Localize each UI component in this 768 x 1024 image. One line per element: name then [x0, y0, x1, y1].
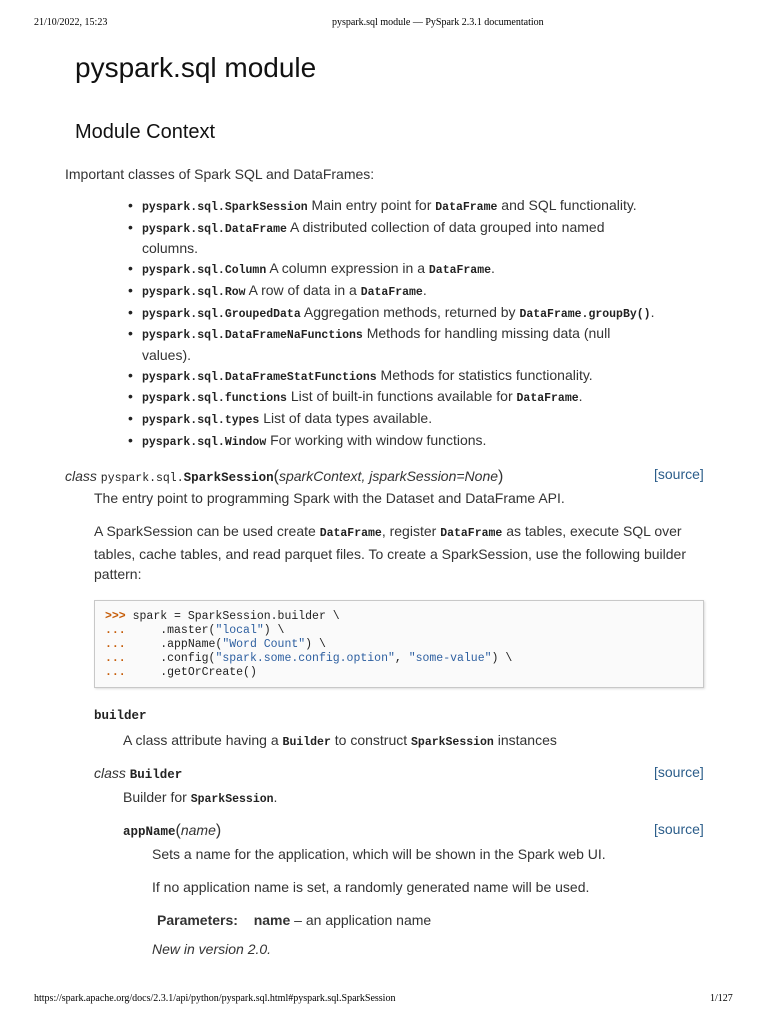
param-desc: – an application name — [290, 912, 432, 928]
class-desc: A distributed collection of data grouped into named columns. — [142, 218, 605, 257]
class-desc: Aggregation methods, returned by — [300, 303, 520, 320]
appname-parameters — [157, 910, 431, 930]
appname-signature: appName(name) — [123, 822, 222, 839]
builder-source-link[interactable]: [source] — [654, 764, 704, 780]
class-desc: Methods for statistics functionality. — [376, 366, 593, 383]
class-name-link[interactable]: pyspark.sql.SparkSession — [142, 201, 308, 214]
print-doc-title: pyspark.sql module — PySpark 2.3.1 documentation — [332, 17, 544, 28]
class-list-item — [142, 431, 662, 453]
class-desc: Main entry point for — [307, 197, 436, 213]
class-desc-code: DataFrame — [428, 264, 492, 278]
page-title: pyspark.sql module — [75, 52, 317, 83]
class-desc: For working with window functions. — [266, 431, 487, 448]
class-desc-code: DataFrame — [516, 392, 579, 406]
appname-params: name — [180, 822, 216, 838]
class-desc-code: DataFrame — [360, 285, 423, 299]
sparksession-desc-2: A SparkSession can be used create DataFrame, register DataFrame as tables, execute SQL over tables, cache tables, and read parquet files. To create a SparkSession, use the following builder pattern: — [94, 523, 686, 582]
parameters-label: Parameters: — [157, 912, 238, 928]
code-example: >>> spark = SparkSession.builder \ ... .master("local") \ ... .appName("Word Count") \ ... .config("spark.some.config.option", "some-value") \ ... .getOrCreate() — [94, 600, 704, 688]
sparksession-signature — [65, 466, 503, 489]
appname-desc: Sets a name for the application, which will be shown in the Spark web UI. — [152, 846, 606, 862]
appname-name: appName — [123, 825, 176, 839]
close-paren: ) — [498, 468, 504, 485]
class-desc-code: DataFrame.groupBy() — [519, 307, 651, 321]
class-desc: Methods for handling missing data (null values). — [142, 325, 611, 363]
code-dataframe: DataFrame — [440, 527, 503, 540]
class-list-item — [142, 409, 662, 431]
class-desc-code: DataFrame — [435, 201, 498, 214]
sparksession-params: sparkContext, jsparkSession=None — [278, 468, 499, 484]
param-name: name — [253, 912, 291, 928]
builder-class-signature — [94, 763, 182, 785]
section-title: Module Context — [75, 121, 216, 143]
version-note: New in version 2.0. — [152, 941, 272, 957]
code-dataframe: DataFrame — [319, 527, 382, 540]
appname-source-link[interactable]: [source] — [654, 821, 704, 837]
class-keyword: class — [94, 765, 126, 781]
builder-class-name: Builder — [129, 768, 183, 782]
class-name-link[interactable]: pyspark.sql.types — [142, 414, 260, 428]
class-list-item: • pyspark.sql.Row A row of data in a DataFrame. — [142, 281, 662, 303]
class-keyword: class — [65, 468, 97, 484]
class-list-item: • pyspark.sql.functions List of built-in functions available for DataFrame. — [142, 387, 662, 409]
class-name-link[interactable]: pyspark.sql.DataFrame — [142, 222, 287, 236]
class-name-link[interactable]: pyspark.sql.Row — [142, 285, 246, 299]
builder-class-desc: Builder for SparkSession. — [123, 789, 278, 806]
sparksession-name: SparkSession — [183, 471, 274, 485]
class-list-item — [142, 324, 662, 365]
class-desc: A row of data in a — [245, 281, 361, 298]
print-url[interactable]: https://spark.apache.org/docs/2.3.1/api/python/pyspark.sql.html#pyspark.sql.SparkSession — [34, 993, 396, 1004]
class-list-item: • pyspark.sql.GroupedData Aggregation methods, returned by DataFrame.groupBy(). — [142, 303, 662, 325]
class-desc: List of built-in functions available for — [286, 388, 517, 405]
sparksession-source-link[interactable]: [source] — [654, 466, 704, 482]
class-name-link[interactable]: pyspark.sql.Column — [142, 264, 267, 278]
open-paren: ( — [273, 468, 279, 485]
class-list-item: • pyspark.sql.SparkSession Main entry point for DataFrame and SQL functionality. — [142, 196, 662, 218]
intro-text: Important classes of Spark SQL and DataFrames: — [65, 166, 375, 182]
builder-attr-name: builder — [94, 709, 147, 723]
class-list — [142, 196, 662, 452]
class-name-link[interactable]: pyspark.sql.DataFrameStatFunctions — [142, 370, 377, 384]
class-desc: A column expression in a — [266, 260, 429, 277]
class-name-link[interactable]: pyspark.sql.functions — [142, 392, 287, 406]
appname-desc-2: If no application name is set, a randomly generated name will be used. — [152, 879, 590, 895]
class-list-item — [142, 218, 662, 259]
class-desc: List of data types available. — [259, 410, 433, 427]
builder-attr-desc: A class attribute having a Builder to construct SparkSession instances — [123, 732, 557, 749]
sparksession-desc: The entry point to programming Spark with the Dataset and DataFrame API. — [94, 490, 565, 506]
module-prefix: pyspark.sql. — [100, 472, 184, 485]
class-name-link[interactable]: pyspark.sql.Window — [142, 435, 267, 449]
print-datetime: 21/10/2022, 15:23 — [34, 17, 108, 28]
print-page-number: 1/127 — [710, 993, 733, 1004]
class-list-item — [142, 366, 662, 388]
class-name-link[interactable]: pyspark.sql.GroupedData — [142, 307, 301, 321]
class-list-item: • pyspark.sql.Column A column expression in a DataFrame. — [142, 259, 662, 281]
class-name-link[interactable]: pyspark.sql.DataFrameNaFunctions — [142, 329, 363, 343]
